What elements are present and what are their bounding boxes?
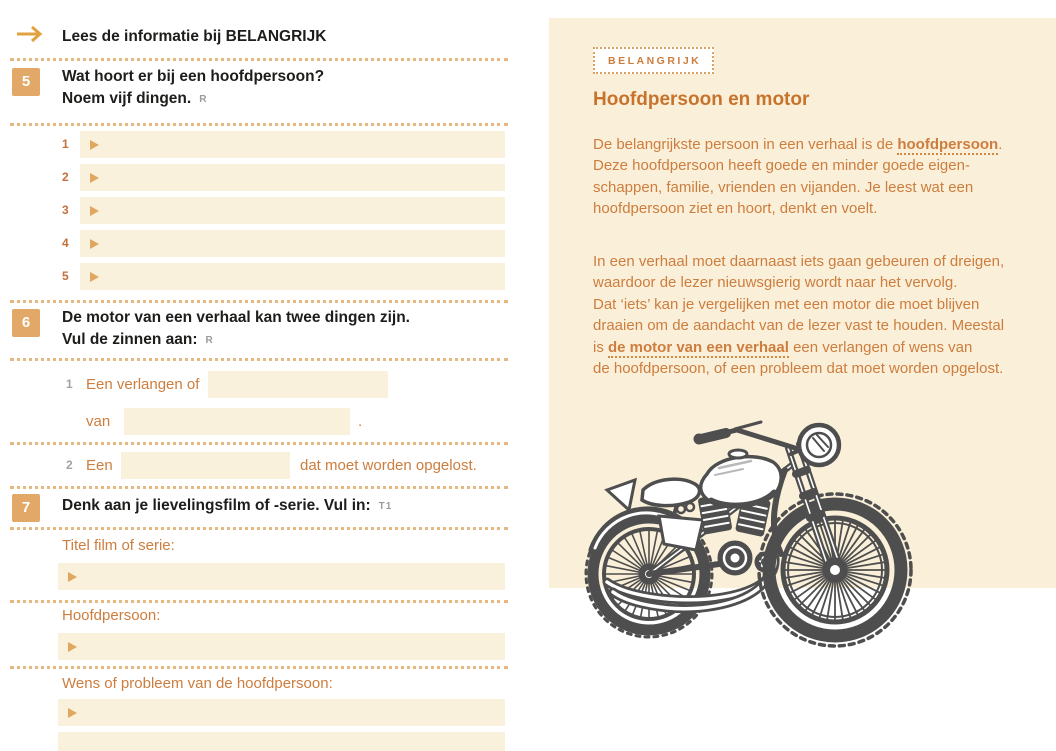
key-term: hoofdpersoon (897, 136, 999, 153)
divider (10, 666, 508, 669)
answer-field-2[interactable] (80, 164, 505, 191)
blank-field[interactable] (208, 371, 388, 398)
question-5-text (62, 66, 324, 111)
triangle-right-icon (90, 272, 99, 282)
vintage-motorcycle-illustration (583, 412, 917, 652)
text: Dat ‘iets’ kan je vergelijken met een motor die moet blijven (593, 295, 980, 313)
question-6-line2: Vul de zinnen aan: (62, 331, 198, 348)
question-7-text (62, 495, 392, 518)
divider (10, 123, 508, 126)
text: . (998, 136, 1003, 153)
field-label-title: Titel film of serie: (62, 537, 175, 554)
text: In een verhaal moet daarnaast iets gaan gebeuren of dreigen, (593, 253, 1005, 270)
divider (10, 442, 508, 445)
info-box-title: Hoofdpersoon en motor (593, 89, 810, 110)
question-6-text (62, 307, 410, 352)
divider (10, 358, 508, 361)
text: draaien om de aandacht van de lezer vast te houden. Meestal (593, 317, 1005, 335)
answer-row-number: 2 (62, 170, 69, 184)
divider (10, 600, 508, 603)
question-5-line2: Noem vijf dingen. (62, 90, 192, 107)
answer-field-4[interactable] (80, 230, 505, 257)
question-6-line1: De motor van een verhaal kan twee dingen zijn. (62, 309, 410, 326)
triangle-right-icon (68, 708, 77, 718)
sub-item-number: 2 (66, 458, 73, 472)
text: is (593, 338, 608, 356)
triangle-right-icon (90, 239, 99, 249)
text: waardoor de lezer nieuwsgierig wordt naar het vervolg. (593, 274, 958, 292)
text: Deze hoofdpersoon heeft goede en minder goede eigen- (593, 157, 970, 175)
field-label-hoofdpersoon: Hoofdpersoon: (62, 607, 161, 624)
right-arrow-icon (15, 25, 45, 48)
info-paragraph-1 (593, 134, 1002, 220)
field-label-wens: Wens of probleem van de hoofdpersoon: (62, 675, 333, 692)
divider (10, 300, 508, 303)
instruction-heading: Lees de informatie bij BELANGRIJK (62, 28, 327, 45)
divider (10, 527, 508, 530)
wens-field-extra-line[interactable] (58, 732, 505, 751)
info-paragraph-2 (593, 251, 1004, 379)
answer-row-number: 3 (62, 203, 69, 217)
sentence-prefix: Een (86, 457, 113, 474)
divider (10, 486, 508, 489)
triangle-right-icon (90, 206, 99, 216)
key-term: de motor van een verhaal (608, 338, 789, 356)
question-type-marker: R (199, 94, 208, 105)
text: hoofdpersoon ziet en hoort, denkt en voelt. (593, 200, 878, 218)
sentence-period: . (358, 413, 363, 430)
text: schappen, familie, vrienden en vijanden. Je leest wat een (593, 178, 974, 196)
answer-field-1[interactable] (80, 131, 505, 158)
answer-field-5[interactable] (80, 263, 505, 290)
answer-field-3[interactable] (80, 197, 505, 224)
question-7-line1: Denk aan je lievelingsfilm of -serie. Vul in: (62, 497, 371, 514)
sub-item-number: 1 (66, 377, 73, 391)
question-5-line1: Wat hoort er bij een hoofdpersoon? (62, 68, 325, 85)
question-number-badge: 6 (12, 309, 40, 337)
text: een verlangen of wens van (788, 338, 973, 356)
hoofdpersoon-field[interactable] (58, 633, 505, 660)
triangle-right-icon (90, 140, 99, 150)
answer-row-number: 4 (62, 236, 69, 250)
sentence-suffix: dat moet worden opgelost. (300, 457, 477, 474)
wens-field[interactable] (58, 699, 505, 726)
blank-field[interactable] (124, 408, 350, 435)
sentence-middle: van (86, 413, 111, 430)
triangle-right-icon (90, 173, 99, 183)
blank-field[interactable] (121, 452, 290, 479)
question-number-badge: 5 (12, 68, 40, 96)
triangle-right-icon (68, 572, 77, 582)
question-number-badge: 7 (12, 494, 40, 522)
divider (10, 58, 508, 61)
triangle-right-icon (68, 642, 77, 652)
answer-row-number: 5 (62, 269, 69, 283)
text: de hoofdpersoon, of een probleem dat moet worden opgelost. (593, 360, 1004, 378)
belangrijk-badge: BELANGRIJK (593, 47, 714, 74)
text: De belangrijkste persoon in een verhaal is de (593, 136, 898, 153)
answer-row-number: 1 (62, 137, 69, 151)
question-type-marker: T1 (378, 501, 393, 512)
sentence-prefix: Een verlangen of (86, 376, 200, 393)
question-type-marker: R (205, 335, 214, 346)
title-field[interactable] (58, 563, 505, 590)
